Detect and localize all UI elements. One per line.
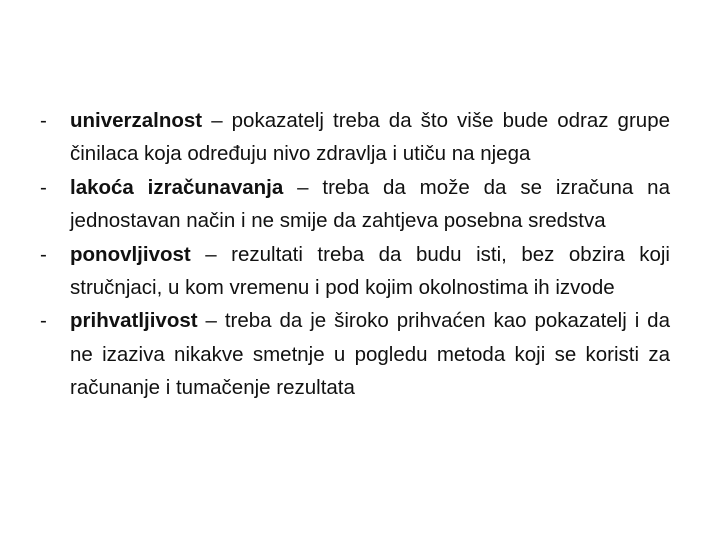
bullet-item-prihvatljivost	[38, 304, 670, 404]
bullet-item-lakoca-izracunavanja	[38, 171, 670, 238]
bullet-term: prihvatljivost	[70, 309, 198, 333]
bullet-list	[38, 104, 670, 405]
bullet-text: – treba da je široko prihvaćen kao pokazatelj i da ne izaziva nikakve smetnje u pogledu metoda koji se koristi za računanje i tumačenje rezultata	[70, 309, 670, 400]
bullet-item-univerzalnost	[38, 104, 670, 171]
bullet-dash: -	[40, 242, 47, 266]
bullet-text: – pokazatelj treba da što više bude odraz grupe činilaca koja određuju nivo zdravlja i utiču na njega	[70, 109, 670, 166]
bullet-term: ponovljivost	[70, 242, 191, 266]
bullet-text: – rezultati treba da budu isti, bez obzira koji stručnjaci, u kom vremenu i pod kojim okolnostima ih izvode	[70, 242, 670, 300]
bullet-dash: -	[40, 309, 47, 333]
bullet-dash: -	[40, 175, 47, 199]
bullet-term: lakoća izračunavanja	[70, 175, 284, 199]
bullet-term: univerzalnost	[70, 109, 203, 132]
bullet-item-ponovljivost	[38, 238, 670, 305]
bullet-dash: -	[40, 109, 47, 132]
bullet-text: – treba da može da se izračuna na jednostavan način i ne smije da zahtjeva posebna sredstva	[70, 175, 670, 233]
